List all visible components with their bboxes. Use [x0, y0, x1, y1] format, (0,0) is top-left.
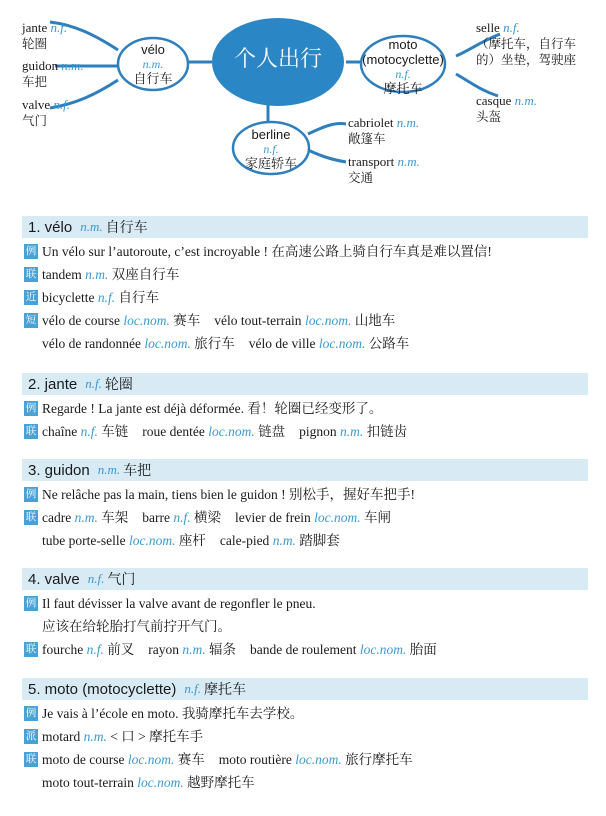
line-text: roue dentée: [142, 424, 209, 439]
part-of-speech: loc.nom.: [144, 336, 191, 351]
leaf-zh: 交通: [348, 170, 374, 185]
part-of-speech: loc.nom.: [314, 510, 361, 525]
leaf-pos: n.f.: [503, 20, 520, 35]
leaf-word: valve: [22, 97, 51, 112]
entry-line: [22, 529, 588, 552]
part-of-speech: loc.nom.: [128, 533, 176, 548]
line-text: pignon: [299, 424, 340, 439]
part-of-speech: n.f.: [86, 642, 104, 657]
entry-header: [22, 373, 588, 395]
entry-line: [22, 332, 588, 355]
branch-berline: [233, 127, 309, 172]
line-text: cadre: [42, 510, 75, 525]
entry-line: [22, 397, 588, 420]
branch-word: moto: [388, 37, 418, 52]
branch-word-2: (motocyclette): [362, 52, 444, 67]
entry-3: [22, 459, 588, 552]
line-text: cale-pied: [219, 533, 273, 548]
branch-zh: 家庭轿车: [244, 157, 297, 172]
entry-body: [22, 395, 588, 443]
leaf-word: guidon: [22, 58, 59, 73]
part-of-speech: loc.nom.: [137, 775, 184, 790]
entry-body: [22, 700, 588, 794]
branch-pos: n.m.: [142, 57, 164, 71]
line-text: vélo de ville: [248, 336, 319, 351]
line-text: Ne relâche pas la main, tiens bien le guidon ! 别松手，握好车把手!: [42, 487, 416, 502]
entry-line: [22, 483, 588, 506]
entry-line: [22, 592, 588, 615]
leaf-valve: [22, 97, 70, 129]
leaf-casque: [476, 93, 537, 125]
entry-line: [22, 771, 588, 794]
center-title: 个人出行: [233, 47, 322, 72]
part-of-speech: loc.nom.: [318, 336, 366, 351]
line-text: levier de frein: [234, 510, 315, 525]
line-text: vélo de course: [42, 313, 124, 328]
entry-line: [22, 638, 588, 661]
entry-line: [22, 748, 588, 771]
line-text: chaîne: [42, 424, 81, 439]
line-tag-icon: 近: [25, 291, 37, 303]
leaf-word: cabriolet: [348, 115, 394, 130]
part-of-speech: loc.nom.: [127, 752, 175, 767]
leaf-zh: 头盔: [476, 109, 502, 124]
entry-1: [22, 216, 588, 355]
line-text: 旅行摩托车: [341, 752, 413, 767]
part-of-speech: loc.nom.: [359, 642, 407, 657]
line-text: motard: [42, 729, 84, 744]
leaf-pos: n.m.: [514, 93, 538, 108]
leaf-pos: n.m.: [61, 58, 84, 73]
part-of-speech: n.m.: [83, 729, 107, 744]
leaf-cabriolet: [348, 115, 419, 147]
entry-4: [22, 568, 588, 661]
branch-velo: [118, 42, 188, 87]
leaf-word: transport: [348, 154, 395, 169]
leaf-word: casque: [476, 93, 512, 108]
part-of-speech: loc.nom.: [208, 424, 255, 439]
part-of-speech: n.m.: [272, 533, 296, 548]
line-tag-icon: 联: [25, 753, 37, 765]
line-text: 车架: [97, 510, 129, 525]
line-text: bande de roulement: [250, 642, 360, 657]
line-text: tandem: [42, 267, 86, 282]
line-text: barre: [142, 510, 174, 525]
entry-line: [22, 506, 588, 529]
leaf-pos: n.m.: [397, 154, 420, 169]
line-text: rayon: [148, 642, 183, 657]
line-tag-icon: 例: [25, 597, 37, 609]
branch-zh: 自行车: [133, 72, 173, 87]
part-of-speech: n.m.: [339, 424, 364, 439]
entry-pos: n.f.: [184, 681, 202, 696]
leaf-word: jante: [22, 20, 48, 35]
line-text: 旅行车: [190, 336, 235, 351]
leaf-pos: n.m.: [396, 115, 420, 130]
line-text: vélo tout-terrain: [214, 313, 305, 328]
entry-title: 1. vélo: [28, 218, 73, 236]
line-text: fourche: [42, 642, 87, 657]
line-tag-icon: 例: [25, 402, 37, 414]
line-text: 赛车: [169, 313, 201, 328]
entry-line: [22, 286, 588, 309]
line-text: 座杆: [175, 533, 206, 548]
entry-line: [22, 702, 588, 725]
leaf-zh: 气门: [22, 113, 48, 128]
line-tag-icon: 联: [25, 643, 37, 655]
entry-header: [22, 678, 588, 700]
line-text: 自行车: [115, 290, 159, 305]
entry-title: 4. valve: [28, 570, 80, 588]
entry-2: [22, 373, 588, 443]
line-text: 踏脚套: [295, 533, 340, 548]
line-text: bicyclette: [42, 290, 98, 305]
leaf-zh: （摩托车，自行车的）坐垫，驾驶座: [476, 36, 577, 67]
line-text: Il faut dévisser la valve avant de regonfler le pneu.: [42, 596, 316, 611]
part-of-speech: n.f.: [80, 424, 98, 439]
line-text: 应该在给轮胎打气前拧开气门。: [42, 619, 231, 634]
line-text: 横梁: [190, 510, 221, 525]
line-tag-icon: 例: [25, 488, 37, 500]
entry-pos: n.m.: [80, 219, 103, 234]
entry-title: 3. guidon: [28, 461, 90, 479]
entry-zh: 自行车: [105, 220, 148, 236]
entry-zh: 气门: [107, 572, 136, 588]
entry-body: [22, 481, 588, 552]
part-of-speech: n.m.: [74, 510, 98, 525]
line-text: < 口 > 摩托车手: [106, 729, 204, 744]
leaf-zh: 敞篷车: [348, 131, 386, 146]
line-text: vélo de randonnée: [42, 336, 145, 351]
part-of-speech: n.f.: [173, 510, 191, 525]
line-text: moto routière: [218, 752, 296, 767]
line-text: 山地车: [351, 313, 396, 328]
line-text: Regarde ! La jante est déjà déformée. 看！轮圈已经变形了。: [42, 401, 383, 416]
line-text: 双座自行车: [108, 267, 180, 282]
entry-zh: 摩托车: [204, 682, 247, 698]
line-text: 车闸: [360, 510, 391, 525]
line-tag-icon: 短: [25, 314, 37, 326]
part-of-speech: n.m.: [182, 642, 206, 657]
entry-body: [22, 590, 588, 661]
entry-pos: n.f.: [85, 376, 102, 391]
part-of-speech: loc.nom.: [123, 313, 170, 328]
leaf-zh: 轮圈: [22, 36, 48, 51]
line-text: 越野摩托车: [183, 775, 255, 790]
line-tag-icon: 联: [25, 511, 37, 523]
leaf-guidon: [22, 58, 84, 90]
entry-line: [22, 725, 588, 748]
entry-line: [22, 240, 588, 263]
branch-moto: [361, 37, 445, 97]
leaf-transport: [348, 154, 420, 186]
entry-title: 5. moto (motocyclette): [28, 680, 177, 698]
entry-title: 2. jante: [28, 375, 78, 393]
line-text: 辐条: [205, 642, 236, 657]
line-text: 扣链齿: [363, 424, 408, 439]
entry-header: [22, 459, 588, 481]
line-text: 车链: [97, 424, 129, 439]
leaf-selle: [476, 20, 576, 68]
entry-line: [22, 263, 588, 286]
branch-zh: 摩托车: [383, 82, 423, 97]
part-of-speech: loc.nom.: [304, 313, 352, 328]
leaf-pos: n.f.: [50, 20, 68, 35]
leaf-jante: [22, 20, 67, 52]
line-text: tube porte-selle: [42, 533, 129, 548]
leaf-pos: n.f.: [53, 97, 71, 112]
entry-zh: 车把: [123, 463, 152, 479]
part-of-speech: loc.nom.: [295, 752, 342, 767]
branch-word: berline: [251, 127, 291, 142]
line-text: moto tout-terrain: [42, 775, 138, 790]
line-text: 链盘: [254, 424, 286, 439]
mind-map: [0, 0, 606, 200]
line-text: Un vélo sur l’autoroute, c’est incroyable ! 在高速公路上骑自行车真是难以置信!: [42, 244, 492, 259]
leaf-word: selle: [476, 20, 500, 35]
entry-header: [22, 568, 588, 590]
line-text: 前叉: [103, 642, 135, 657]
part-of-speech: n.f.: [97, 290, 116, 305]
branch-pos: n.f.: [263, 142, 279, 156]
entry-line: [22, 420, 588, 443]
entry-pos: n.m.: [97, 462, 121, 477]
line-tag-icon: 例: [25, 245, 37, 257]
leaf-zh: 车把: [22, 74, 48, 89]
entry-5: [22, 678, 588, 794]
line-text: Je vais à l’école en moto. 我骑摩托车去学校。: [42, 706, 304, 721]
line-tag-icon: 例: [25, 707, 37, 719]
line-text: moto de course: [42, 752, 128, 767]
line-text: 公路车: [365, 336, 410, 351]
entry-line: [22, 309, 588, 332]
entry-pos: n.f.: [87, 571, 105, 586]
line-tag-icon: 联: [25, 268, 37, 280]
entry-zh: 轮圈: [104, 377, 133, 393]
branch-pos: n.f.: [395, 67, 411, 81]
part-of-speech: n.m.: [85, 267, 109, 282]
entry-body: [22, 238, 588, 355]
line-text: 胎面: [406, 642, 437, 657]
line-tag-icon: 派: [25, 730, 37, 742]
line-text: 赛车: [174, 752, 205, 767]
entry-header: [22, 216, 588, 238]
entry-line: [22, 615, 588, 638]
branch-word: vélo: [141, 42, 165, 57]
line-tag-icon: 联: [25, 425, 37, 437]
